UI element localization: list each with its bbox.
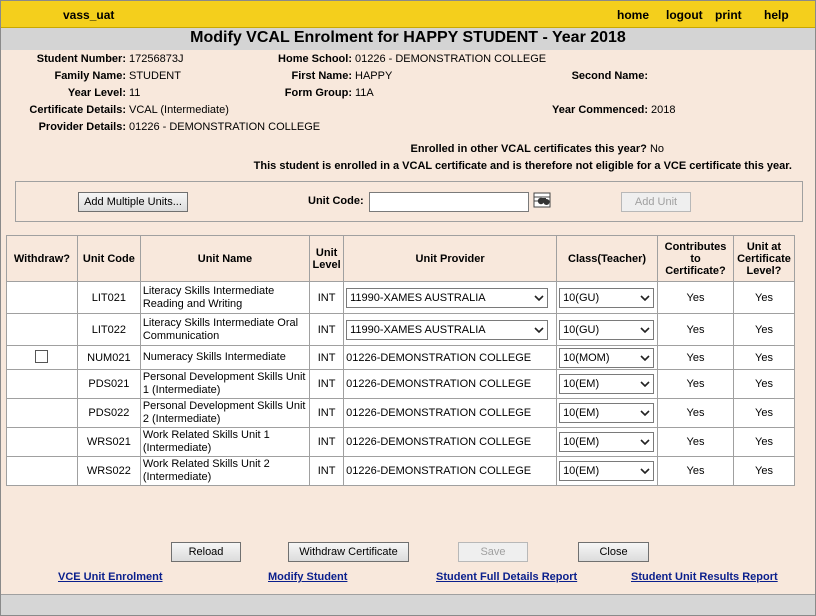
binoculars-lookup-icon[interactable] [533,191,551,209]
unit-name-cell: Personal Development Skills Unit 1 (Intermediate) [140,370,309,399]
at-level-cell: Yes [733,282,794,314]
unit-level-cell: INT [310,370,344,399]
units-table [6,235,795,486]
table-header-row [7,236,795,282]
student-full-details-report-link[interactable]: Student Full Details Report [436,571,578,583]
unit-code-input[interactable] [369,192,529,212]
header-unit-name: Unit Name [140,236,309,282]
year-level-label: Year Level: [67,87,126,99]
unit-provider-cell [344,370,557,399]
unit-provider-cell [344,457,557,486]
class-teacher-cell [557,282,658,314]
table-row [7,370,795,399]
unit-provider-cell [344,399,557,428]
header-contributes: Contributes to Certificate? [658,236,734,282]
unit-code-label: Unit Code: [308,195,364,207]
home-school-label: Home School: [278,53,352,65]
unit-provider-select[interactable] [346,320,548,340]
other-vcal-value: No [649,143,664,155]
contributes-cell: Yes [658,370,734,399]
chevron-down-icon [636,289,653,307]
unit-provider-cell [344,314,557,346]
header-at-certificate-level: Unit at Certificate Level? [733,236,794,282]
provider-details-value: 01226 - DEMONSTRATION COLLEGE [129,121,321,133]
chevron-down-icon [636,375,653,393]
class-teacher-select[interactable] [559,320,654,340]
unit-name-cell: Personal Development Skills Unit 2 (Intermediate) [140,399,309,428]
unit-provider-cell [344,282,557,314]
modify-student-link[interactable]: Modify Student [268,571,348,583]
family-name-label: Family Name: [54,70,126,82]
header-withdraw: Withdraw? [7,236,78,282]
class-teacher-cell [557,399,658,428]
top-bar [1,1,815,28]
add-unit-button[interactable]: Add Unit [621,192,691,212]
unit-provider-value: 11990-XAMES AUSTRALIA [350,291,486,304]
table-row [7,282,795,314]
header-class-teacher: Class(Teacher) [557,236,658,282]
table-row [7,314,795,346]
certificate-details-label: Certificate Details: [29,104,126,116]
contributes-cell: Yes [658,346,734,370]
at-level-cell: Yes [733,346,794,370]
unit-code-cell: WRS021 [77,428,140,457]
provider-details-label: Provider Details: [38,121,126,133]
logout-link[interactable]: logout [666,8,703,22]
class-teacher-select[interactable] [559,374,654,394]
withdraw-cell [7,428,78,457]
class-teacher-select[interactable] [559,461,654,481]
class-teacher-value: 10(MOM) [563,351,610,364]
class-teacher-value: 10(EM) [563,465,600,477]
class-teacher-select[interactable] [559,288,654,308]
unit-name-cell: Work Related Skills Unit 1 (Intermediate) [140,428,309,457]
chevron-down-icon [636,462,653,480]
unit-provider-text: 01226-DEMONSTRATION COLLEGE [346,407,532,419]
unit-code-cell: NUM021 [77,346,140,370]
contributes-cell: Yes [658,282,734,314]
form-group-label: Form Group: [284,87,352,99]
withdraw-cell [7,346,78,370]
class-teacher-select[interactable] [559,403,654,423]
unit-code-cell: PDS021 [77,370,140,399]
add-unit-panel [15,181,803,222]
withdraw-checkbox[interactable] [35,350,48,363]
student-number-label: Student Number: [36,53,126,65]
unit-name-cell: Numeracy Skills Intermediate [140,346,309,370]
class-teacher-cell [557,457,658,486]
class-teacher-value: 10(EM) [563,378,600,390]
table-row [7,457,795,486]
unit-level-cell: INT [310,282,344,314]
class-teacher-value: 10(GU) [563,291,600,304]
withdraw-cell [7,399,78,428]
chevron-down-icon [530,289,547,307]
form-group-value: 11A [355,87,374,99]
unit-level-cell: INT [310,399,344,428]
class-teacher-select[interactable] [559,432,654,452]
unit-name-cell: Work Related Skills Unit 2 (Intermediate) [140,457,309,486]
status-bar [1,594,815,615]
home-school-value: 01226 - DEMONSTRATION COLLEGE [355,53,547,65]
unit-provider-select[interactable] [346,288,548,308]
year-commenced-label: Year Commenced: [552,104,648,116]
class-teacher-select[interactable] [559,348,654,368]
unit-name-cell: Literacy Skills Intermediate Reading and Writing [140,282,309,314]
contributes-cell: Yes [658,457,734,486]
unit-code-cell: LIT022 [77,314,140,346]
unit-name-cell: Literacy Skills Intermediate Oral Communication [140,314,309,346]
header-unit-code: Unit Code [77,236,140,282]
vce-eligibility-notice: This student is enrolled in a VCAL certificate and is therefore not eligible for a VCE certificate this year. [253,160,792,172]
unit-level-cell: INT [310,346,344,370]
other-vcal-label: Enrolled in other VCAL certificates this year? [410,143,647,155]
home-link[interactable]: home [617,8,650,22]
first-name-label: First Name: [291,70,352,82]
contributes-cell: Yes [658,314,734,346]
unit-code-cell: PDS022 [77,399,140,428]
class-teacher-cell [557,428,658,457]
unit-level-cell: INT [310,457,344,486]
add-multiple-units-button[interactable]: Add Multiple Units... [78,192,188,212]
page-title: Modify VCAL Enrolment for HAPPY STUDENT - Year 2018 [1,28,815,50]
unit-level-cell: INT [310,428,344,457]
at-level-cell: Yes [733,428,794,457]
withdraw-cell [7,457,78,486]
unit-code-cell: LIT021 [77,282,140,314]
close-button[interactable]: Close [578,542,649,562]
chevron-down-icon [636,349,653,367]
at-level-cell: Yes [733,457,794,486]
at-level-cell: Yes [733,399,794,428]
table-row [7,428,795,457]
contributes-cell: Yes [658,399,734,428]
unit-code-cell: WRS022 [77,457,140,486]
withdraw-certificate-button[interactable]: Withdraw Certificate [288,542,409,562]
chevron-down-icon [636,433,653,451]
chevron-down-icon [636,404,653,422]
class-teacher-value: 10(EM) [563,407,600,419]
print-link[interactable]: print [715,8,742,22]
at-level-cell: Yes [733,314,794,346]
reload-button[interactable]: Reload [171,542,241,562]
withdraw-cell [7,314,78,346]
unit-provider-text: 01226-DEMONSTRATION COLLEGE [346,436,532,448]
first-name-value: HAPPY [355,70,393,82]
second-name-label: Second Name: [571,70,648,82]
header-unit-provider: Unit Provider [344,236,557,282]
certificate-details-value: VCAL (Intermediate) [129,104,229,116]
unit-level-cell: INT [310,314,344,346]
app-name: vass_uat [63,8,115,22]
unit-provider-cell [344,428,557,457]
class-teacher-cell [557,346,658,370]
unit-provider-value: 11990-XAMES AUSTRALIA [350,323,486,336]
class-teacher-cell [557,314,658,346]
header-unit-level: Unit Level [310,236,344,282]
chevron-down-icon [636,321,653,339]
chevron-down-icon [530,321,547,339]
family-name-value: STUDENT [129,70,181,82]
withdraw-cell [7,370,78,399]
class-teacher-value: 10(EM) [563,436,600,448]
unit-provider-text: 01226-DEMONSTRATION COLLEGE [346,351,532,364]
year-commenced-value: 2018 [651,104,676,116]
withdraw-cell [7,282,78,314]
save-button[interactable]: Save [458,542,528,562]
unit-provider-text: 01226-DEMONSTRATION COLLEGE [346,378,532,390]
year-level-value: 11 [129,87,141,99]
table-row [7,346,795,370]
unit-provider-text: 01226-DEMONSTRATION COLLEGE [346,465,532,477]
unit-provider-cell [344,346,557,370]
student-unit-results-report-link[interactable]: Student Unit Results Report [631,571,778,583]
contributes-cell: Yes [658,428,734,457]
help-link[interactable]: help [764,8,789,22]
class-teacher-value: 10(GU) [563,323,600,336]
class-teacher-cell [557,370,658,399]
vce-unit-enrolment-link[interactable]: VCE Unit Enrolment [58,571,163,583]
other-vcal-notice [300,143,664,155]
student-number-value: 17256873J [129,53,184,65]
at-level-cell: Yes [733,370,794,399]
table-row [7,399,795,428]
